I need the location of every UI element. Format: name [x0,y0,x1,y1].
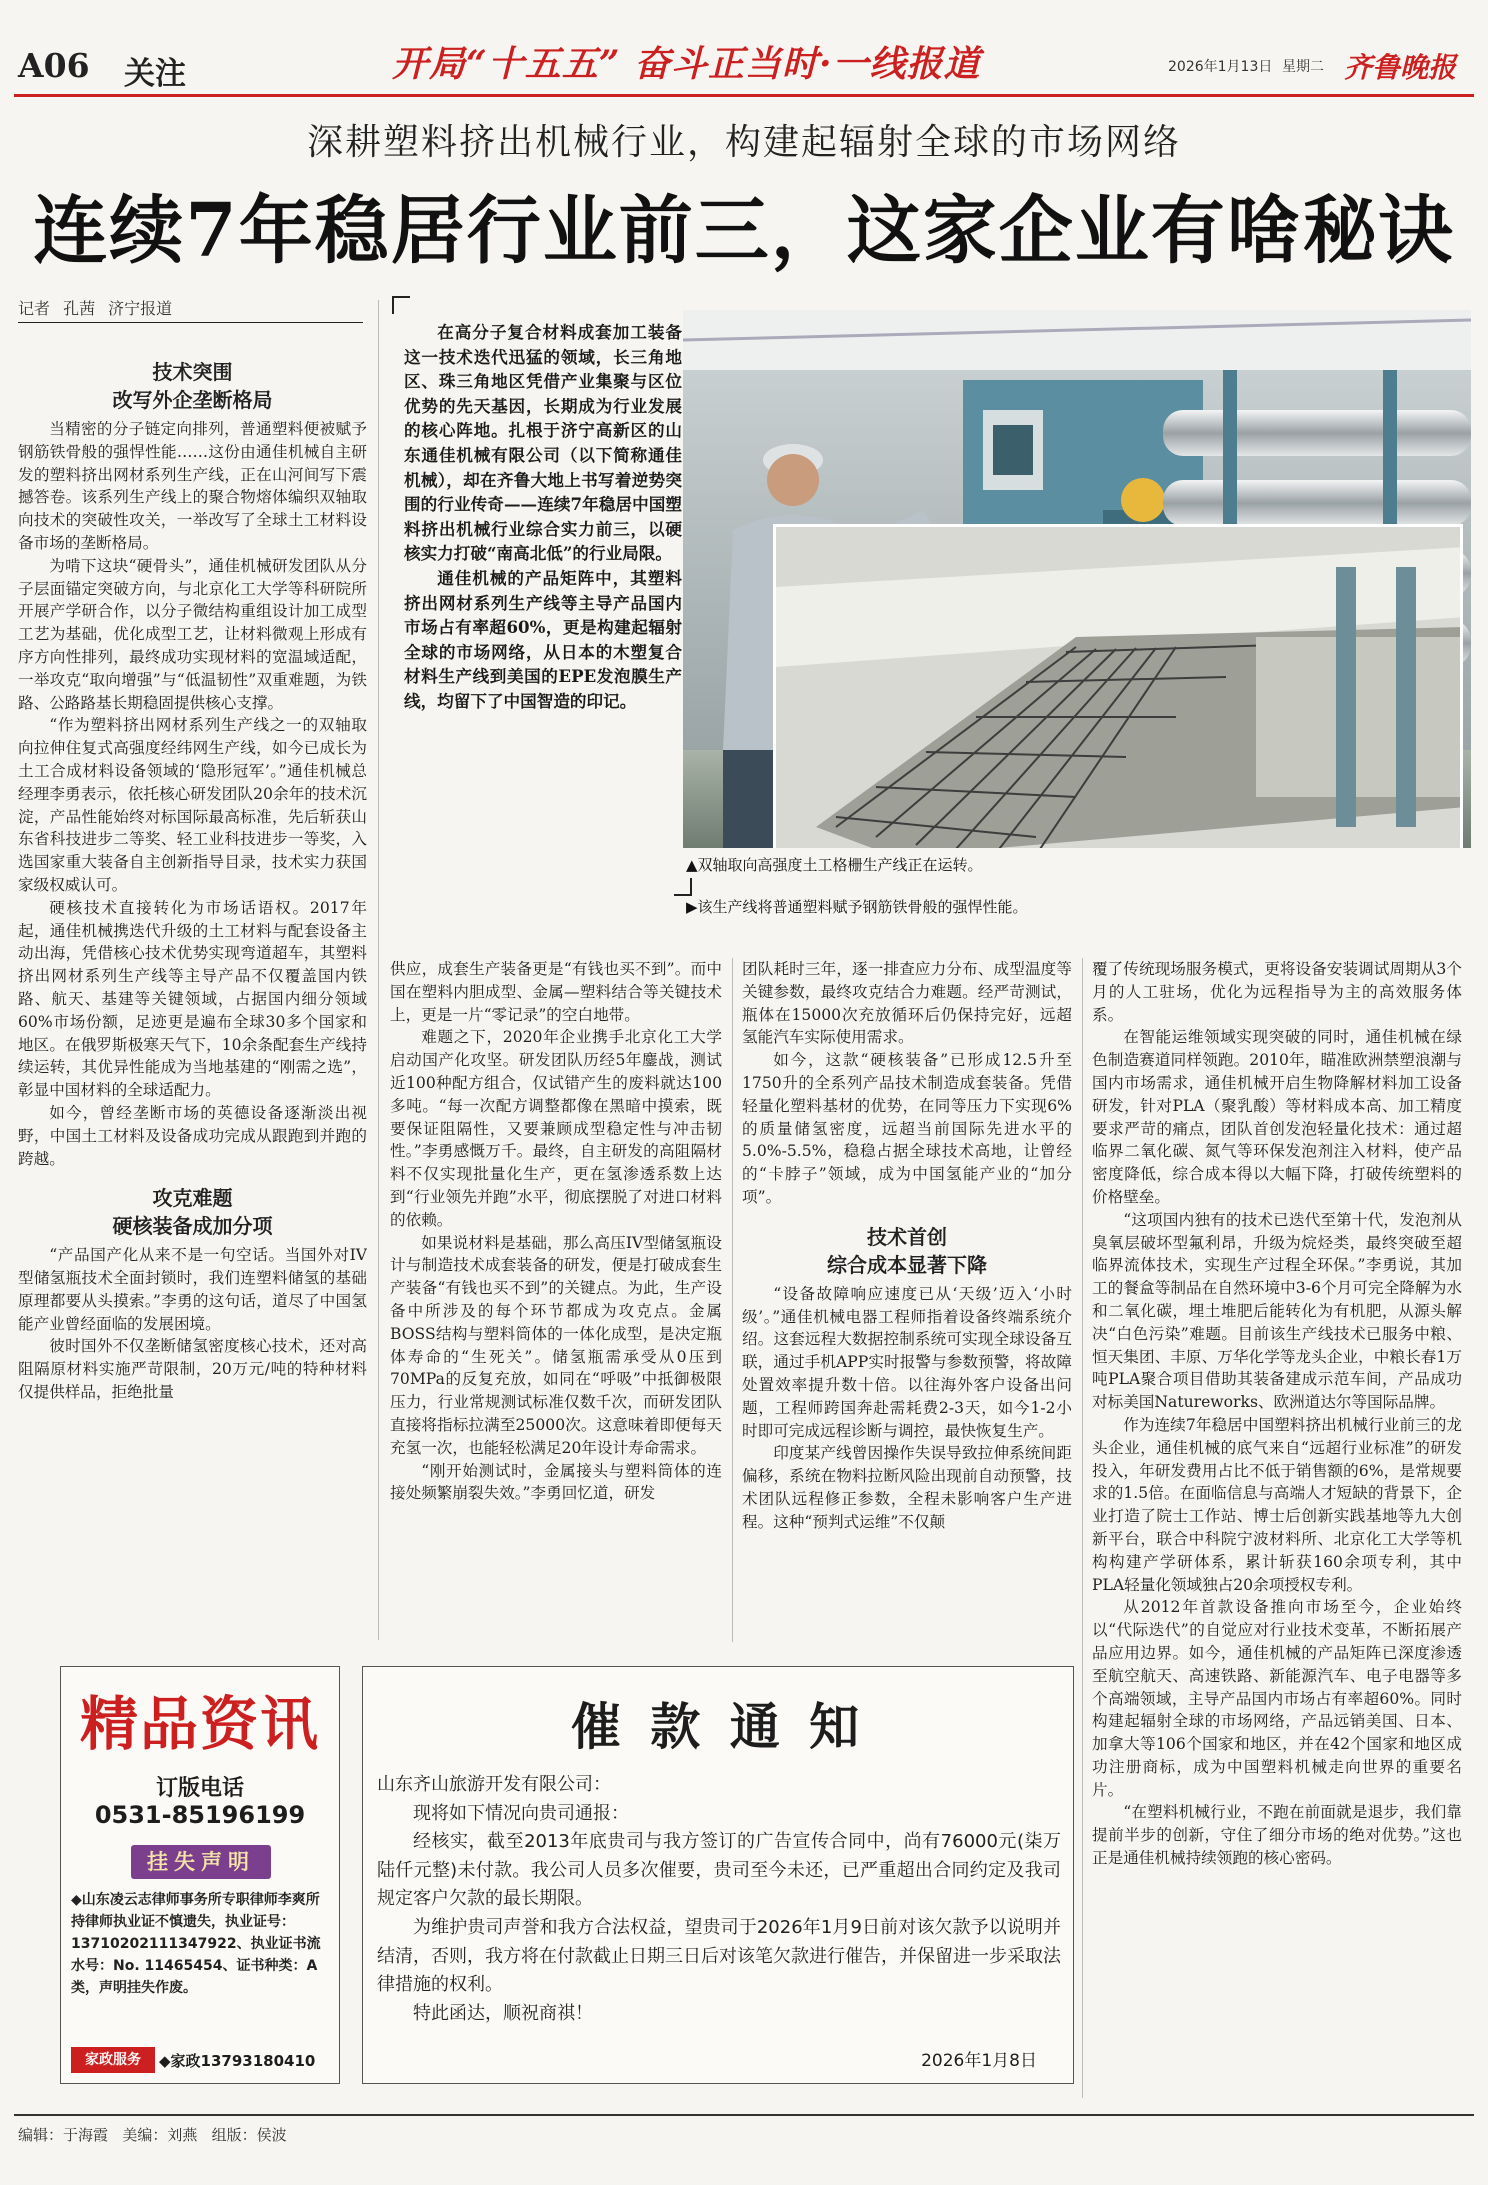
photo-caption-2: ▶该生产线将普通塑料赋予钢筋铁骨般的强悍性能。 [686,898,1028,916]
lost-notice-text: ◆山东凌云志律师事务所专职律师李爽所持律师执业证不慎遗失，执业证号：13710202111347922、执业证书流水号：No. 11465454、证书种类：A类，声明挂失作废。 [71,1892,321,1996]
article-subtitle: 深耕塑料挤出机械行业，构建起辐射全球的市场网络 [306,122,1181,163]
notice-title: 催 款 通 知 [570,1697,866,1756]
notice-date: 2026年1月8日 [921,2051,1037,2071]
column-1: 技术突围 改写外企垄断格局 当精密的分子链定向排列，普通塑料便被赋予钢筋铁骨般的强悍性能……这份由通佳机械自主研发的塑料挤出网材系列生产线，正在山河间写下震撼答卷。该系列生产线上的聚合物熔体编织双轴取向技术的突破性攻关，一举改写了全球土工材料设备市场的垄断格局。 为啃下这块“硬骨头”，通佳机械研发团队从分子层面锚定突破方向，与北京化工大学等科研院所开展产学研合作，以分子微结构重组设计加工成型工艺为基础，优化成型工艺，让材料微观上形成有序方向性排列，最终成功实现材料的宽温域适配，一举攻克“取向增强”与“低温韧性”双重难题，为铁路、公路路基长期稳固提供核心支撑。 “作为塑料挤出网材系列生产线之一的双轴取向拉伸住复式高强度经纬网生产线，如今已成长为土工合成材料设备领域的‘隐形冠军’。”通佳机械总经理李勇表示，依托核心研发团队20余年的技术沉淀，产品性能始终对标国际最高标准，先后斩获山东省科技进步二等奖、轻工业科技进步一等奖，入选国家重大装备自主创新指导目录，技术实力获国家级权威认可。 硬核技术直接转化为市场话语权。2017年起，通佳机械携迭代升级的土工材料与配套设备主动出海，凭借核心技术优势实现弯道超车，其塑料挤出网材系列生产线等主导产品不仅覆盖国内铁路、航天、基建等关键领域，占据国内细分领域60%市场份额，足迹更是遍布全球30多个国家和地区。在俄罗斯极寒天气下，10余条配套生产线持续运转，其优异性能成为当地基建的“刚需之选”，彰显中国材料的全球适配力。 如今，曾经垄断市场的英德设备逐渐淡出视野，中国土工材料及设备成功完成从跟跑到并跑的跨越。 攻克难题 硬核装备成加分项 “产品国产化从来不是一句空话。当国外对IV型储氢瓶技术全面封锁时，我们连塑料储氢的基础原理都要从头摸索。”李勇的这句话，道尽了中国氢能产业曾经面临的发展困境。 彼时国外不仅垄断储氢密度核心技术，还对高阻隔原材料实施严苛限制，20万元/吨的特种材料仅提供样品，拒绝批量 [18,360,367,1402]
column-3: 团队耗时三年，逐一排查应力分布、成型温度等关键参数，最终攻克结合力难题。经严苛测试，瓶体在15000次充放循环后仍保持完好，远超氢能汽车实际使用需求。 如今，这款“硬核装备”已形成12.5升至1750升的全系列产品技术制造成套装备。凭借轻量化塑料基材的优势，在同等压力下实现6%的质量储氢密度，远超当前国际先进水平的5.0%-5.5%，稳稳占据全球技术高地，让曾经的“卡脖子”领域，成为中国氢能产业的“加分项”。 技术首创 综合成本显著下降 “设备故障响应速度已从‘天级’迈入‘小时级’。”通佳机械电器工程师指着设备终端系统介绍。这套远程大数据控制系统可实现全球设备互联，通过手机APP实时报警与参数预警，将故障处置效率提升数十倍。以往海外客户设备出问题，工程师跨国奔赴需耗费2-3天，如今1-2小时即可完成远程诊断与调控，最快恢复生产。 印度某产线曾因操作失误导致拉伸系统间距偏移，系统在物料拉断风险出现前自动预警，技术团队远程修正参数，全程未影响客户生产进程。这种“预判式运维”不仅颠 [742,960,1072,1531]
paper-logo: 齐鲁晚报 [1344,51,1457,84]
ad-phone: 0531-85196199 [94,1801,306,1829]
issue-date: 2026年1月13日 [1168,59,1273,75]
payment-notice [362,1666,1074,2084]
housekeeping-tag: 家政服务 [71,2047,155,2073]
notice-body: 山东齐山旅游开发有限公司： 现将如下情况向贵司通报： 经核实，截至2013年底贵司与我方签订的广告宣传合同中，尚有76000元(柒万陆仟元整)未付款。我公司人员多次催要，贵司至今未还，已严重超出合同约定及我司规定客户欠款的最长期限。 为维护贵司声誉和我方合法权益，望贵司于2026年1月9日前对该欠款予以说明并结清，否则，我方将在付款截止日期三日后对该笔欠款进行催告，并保留进一步采取法律措施的权利。 特此函达，顺祝商祺！ [377,1771,1061,2028]
article-title: 连续7年稳居行业前三，这家企业有啥秘诀 [33,188,1455,274]
column-2: 供应，成套生产装备更是“有钱也买不到”。而中国在塑料内胆成型、金属—塑料结合等关键技术上，更是一片“零记录”的空白地带。 难题之下，2020年企业携手北京化工大学启动国产化攻坚。研发团队历经5年鏖战，测试近100种配方组合，仅试错产生的废料就达100多吨。“每一次配方调整都像在黑暗中摸索，既要保证阻隔性，又要兼顾成型稳定性与冲击韧性。”李勇感慨万千。最终，自主研发的高阻隔材料不仅实现批量化生产，更在氢渗透系数上达到“行业领先并跑”水平，彻底摆脱了对进口材料的依赖。 如果说材料是基础，那么高压IV型储氢瓶设计与制造技术成套装备的研发，便是打破成套生产装备“有钱也买不到”的关键点。为此，生产设备中所涉及的每个环节都成为攻克点。金属BOSS结构与塑料筒体的一体化成型，是决定瓶体寿命的“生死关”。储氢瓶需承受从0压到70MPa的反复充放，如同在“呼吸”中抵御极限压力，行业常规测试标准仅数千次，而研发团队直接将指标拉满至25000次。这意味着即便每天充氢一次，也能轻松满足20年设计寿命需求。 “刚开始测试时，金属接头与塑料筒体的连接处频繁崩裂失效。”李勇回忆道，研发 [390,960,722,1503]
footer-art: 美编：刘燕 [122,2126,198,2144]
ad-phone-label: 订版电话 [155,1776,244,1801]
issue-weekday: 星期二 [1282,59,1324,75]
photo-caption-1: ▲双轴取向高强度土工格栅生产线正在运转。 [686,856,983,874]
section-2-title: 攻克难题 硬核装备成加分项 [112,1186,273,1239]
housekeeping-text: ◆家政13793180410 [159,2052,316,2070]
footer-credits [18,2124,287,2145]
section-3-title: 技术首创 综合成本显著下降 [827,1224,987,1277]
lost-notice-badge: 挂失声明 [131,1845,271,1879]
footer-rule [14,2114,1474,2116]
ad-title: 精品资讯 [79,1690,320,1758]
header-rule [14,94,1474,97]
byline: 记者 孔茜 济宁报道 [18,299,173,318]
lead-box [392,296,692,896]
section-name: 关注 [124,56,186,92]
lead-text: 在高分子复合材料成套加工装备这一技术迭代迅猛的领域，长三角地区、珠三角地区凭借产业集聚与区位优势的先天基因，长期成为行业发展的核心阵地。扎根于济宁高新区的山东通佳机械有限公司（以下简称通佳机械），却在齐鲁大地上书写着逆势突围的行业传奇——连续7年稳居中国塑料挤出机械行业综合实力前三，以硬核实力打破“南高北低”的行业局限。 通佳机械的产品矩阵中，其塑料挤出网材系列生产线等主导产品国内市场占有率超60%，更是构建起辐射全球的市场网络，从日本的木塑复合材料生产线到美国的EPE发泡膜生产线，均留下了中国智造的印记。 [404,322,682,711]
column-4: 覆了传统现场服务模式，更将设备安装调试周期从3个月的人工驻场，优化为远程指导为主的高效服务体系。 在智能运维领域实现突破的同时，通佳机械在绿色制造赛道同样领跑。2010年，瞄准欧洲禁塑浪潮与国内市场需求，通佳机械开启生物降解材料加工设备研发，针对PLA（聚乳酸）等材料成本高、加工精度要求严苛的痛点，团队首创发泡轻量化技术：通过超临界二氧化碳、氮气等环保发泡剂注入材料，使产品密度降低，综合成本得以大幅下降，打破传统塑料的价格壁垒。 “这项国内独有的技术已迭代至第十代，发泡剂从臭氧层破坏型氟利昂，升级为烷烃类，最终突破至超临界流体技术，实现生产过程全环保。”李勇说，其加工的餐盒等制品在自然环境中3-6个月可完全降解为水和二氧化碳，埋土堆肥后能转化为有机肥，从源头解决“白色污染”难题。目前该生产线技术已服务中粮、恒天集团、丰原、万华化学等龙头企业，中粮长春1万吨PLA聚合项目借助其装备建成示范车间，产品成功对标美国Natureworks、欧洲道达尔等国际品牌。 作为连续7年稳居中国塑料挤出机械行业前三的龙头企业，通佳机械的底气来自“远超行业标准”的研发投入，年研发费用占比不低于销售额的6%，是常规要求的1.5倍。在面临信息与高端人才短缺的背景下，企业打造了院士工作站、博士后创新实践基地等九大创新平台，联合中科院宁波材料所、北京化工大学等机构构建产学研体系，累计斩获160余项专利，其中PLA轻量化领域独占20余项授权专利。 从2012年首款设备推向市场至今，企业始终以“代际迭代”的自觉应对行业技术变革，不断拓展产品应用边界。如今，通佳机械的产品矩阵已深度渗透至航空航天、高速铁路、新能源汽车、电子电器等多个高端领域，主导产品国内市场占有率超60%。同时构建起辐射全球的市场网络，产品远销美国、日本、加拿大等106个国家和地区，并在42个国家和地区成功注册商标，成为中国塑料机械走向世界的重要名片。 “在塑料机械行业，不跑在前面就是退步，我们靠提前半步的创新，守住了细分市场的绝对优势。”这也正是通佳机械持续领跑的核心密码。 [1092,960,1462,1868]
inset-photo [773,524,1463,848]
ad-box [60,1666,340,2084]
page-number: A06 [18,46,90,85]
factory-photo [683,310,1471,848]
section-1-title: 技术突围 改写外企垄断格局 [112,360,273,412]
byline-rule [18,322,363,323]
inset-photo-svg [776,527,1463,848]
page-header [0,0,1488,92]
footer-editor: 编辑：于海霞 [18,2126,109,2144]
banner-title: 开局“十五五” 奋斗正当时·一线报道 [392,43,981,85]
notice-recipient: 山东齐山旅游开发有限公司： [377,1774,611,1795]
footer-proof: 组版：侯波 [211,2126,287,2144]
